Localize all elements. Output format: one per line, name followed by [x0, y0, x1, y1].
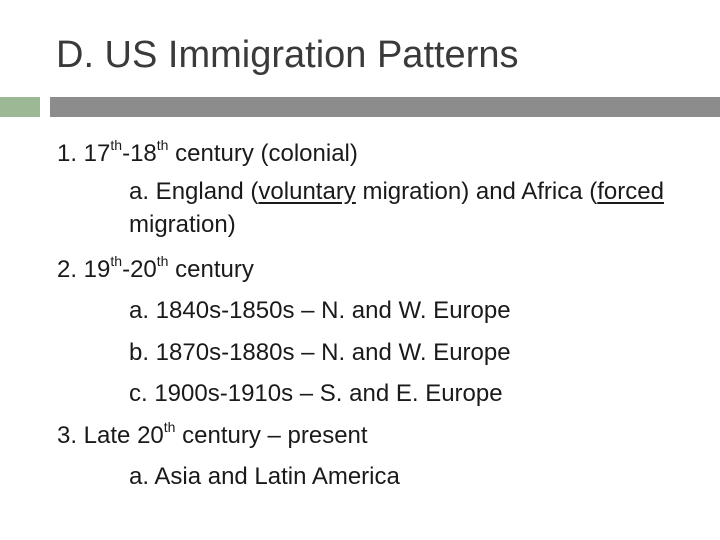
item-1-text: century (colonial) — [168, 140, 358, 167]
item-2-text: century — [168, 255, 254, 283]
list-item-3a: a. Asia and Latin America — [129, 463, 400, 490]
title-rule-accent — [0, 97, 40, 117]
ordinal-suffix: th — [163, 418, 176, 435]
ordinal-suffix: th — [156, 252, 169, 269]
item-1-number: 1. 17 — [57, 140, 111, 167]
item-1a-text: migration) and Africa ( — [355, 177, 598, 205]
item-2-number: 2. 19 — [57, 255, 111, 283]
item-1a-text: migration) — [129, 210, 236, 238]
list-item-1 — [57, 133, 707, 175]
list-item-1a — [57, 175, 689, 241]
list-item-3 — [57, 415, 707, 457]
ordinal-suffix: th — [110, 252, 123, 269]
ordinal-suffix: th — [156, 137, 169, 153]
item-2-range-end: -20 — [122, 255, 157, 283]
item-1-range-end: -18 — [122, 140, 157, 167]
list-item-2a: a. 1840s-1850s – N. and W. Europe — [129, 297, 511, 324]
list-item-2c: c. 1900s-1910s – S. and E. Europe — [129, 380, 503, 407]
slide-body — [57, 133, 707, 498]
list-item-2 — [57, 249, 707, 291]
slide-title: D. US Immigration Patterns — [56, 34, 519, 76]
underlined-term-forced: forced — [597, 177, 664, 205]
item-1a-text: a. England ( — [129, 177, 259, 205]
title-rule-bar — [50, 97, 720, 117]
ordinal-suffix: th — [110, 137, 123, 153]
list-item-2b: b. 1870s-1880s – N. and W. Europe — [129, 338, 511, 366]
underlined-term-voluntary: voluntary — [258, 177, 356, 205]
item-3-text: century – present — [175, 421, 368, 449]
item-3-number: 3. Late 20 — [57, 421, 164, 449]
